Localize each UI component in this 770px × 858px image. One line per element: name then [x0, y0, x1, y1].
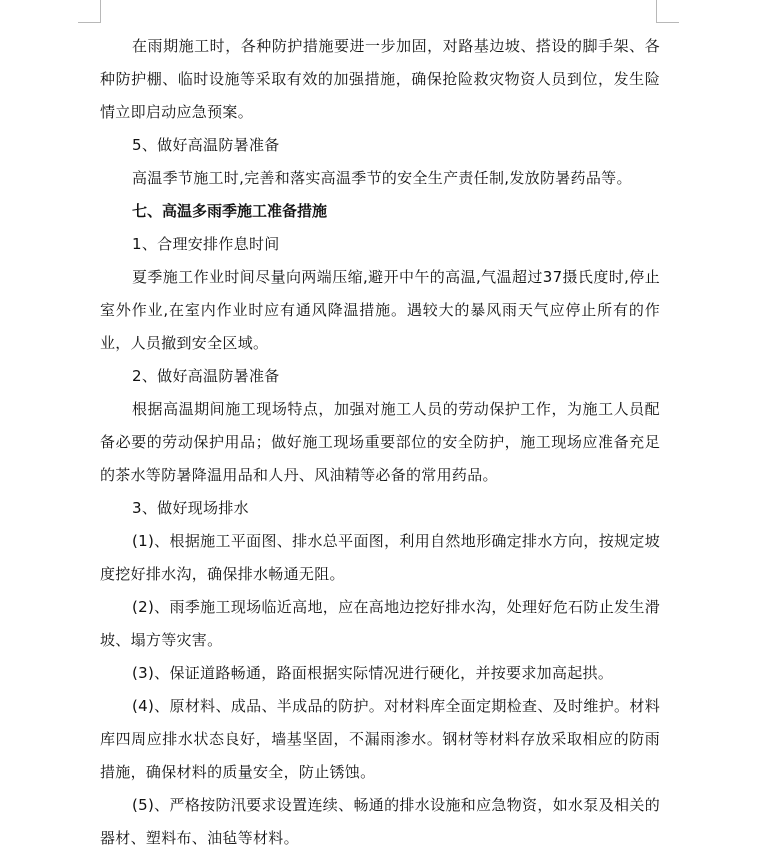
paragraph-labor-protection: 根据高温期间施工现场特点，加强对施工人员的劳动保护工作，为施工人员配备必要的劳动保护用品；做好施工现场重要部位的安全防护，施工现场应准备充足的茶水等防暑降温用品和人丹、风油精等必备的常用药品。	[100, 400, 660, 484]
paragraph-heat-season: 高温季节施工时,完善和落实高温季节的安全生产责任制,发放防暑药品等。	[132, 169, 632, 187]
drainage-item-2: (2)、雨季施工现场临近高地，应在高地边挖好排水沟，处理好危石防止发生滑坡、塌方等灾害。	[100, 598, 660, 649]
drainage-item-1: (1)、根据施工平面图、排水总平面图，利用自然地形确定排水方向，按规定坡度挖好排水沟，确保排水畅通无阻。	[100, 532, 660, 583]
item-2-heat-prep: 2、做好高温防暑准备	[132, 367, 280, 385]
item-1-schedule: 1、合理安排作息时间	[132, 235, 280, 253]
drainage-item-4: (4)、原材料、成品、半成品的防护。对材料库全面定期检查、及时维护。材料库四周应排水状态良好，墙基坚固，不漏雨渗水。钢材等材料存放采取相应的防雨措施，确保材料的质量安全，防止锈蚀。	[100, 697, 660, 781]
drainage-item-5: (5)、严格按防汛要求设置连续、畅通的排水设施和应急物资，如水泵及相关的器材、塑料布、油毡等材料。	[100, 796, 660, 847]
item-5-heat-prep: 5、做好高温防暑准备	[132, 136, 280, 154]
paragraph-rain-protection: 在雨期施工时，各种防护措施要进一步加固，对路基边坡、搭设的脚手架、各种防护棚、临时设施等采取有效的加强措施，确保抢险救灾物资人员到位，发生险情立即启动应急预案。	[100, 37, 660, 121]
document-page	[100, 30, 660, 855]
drainage-item-3: (3)、保证道路畅通，路面根据实际情况进行硬化，并按要求加高起拱。	[132, 664, 614, 682]
item-3-drainage: 3、做好现场排水	[132, 499, 249, 517]
section-heading-7: 七、高温多雨季施工准备措施	[132, 202, 328, 220]
page-corner-mark-right	[656, 0, 679, 23]
paragraph-summer-hours: 夏季施工作业时间尽量向两端压缩,避开中午的高温,气温超过37摄氏度时,停止室外作业,在室内作业时应有通风降温措施。遇较大的暴风雨天气应停止所有的作业，人员撤到安全区域。	[100, 268, 660, 352]
page-corner-mark-left	[78, 0, 101, 23]
